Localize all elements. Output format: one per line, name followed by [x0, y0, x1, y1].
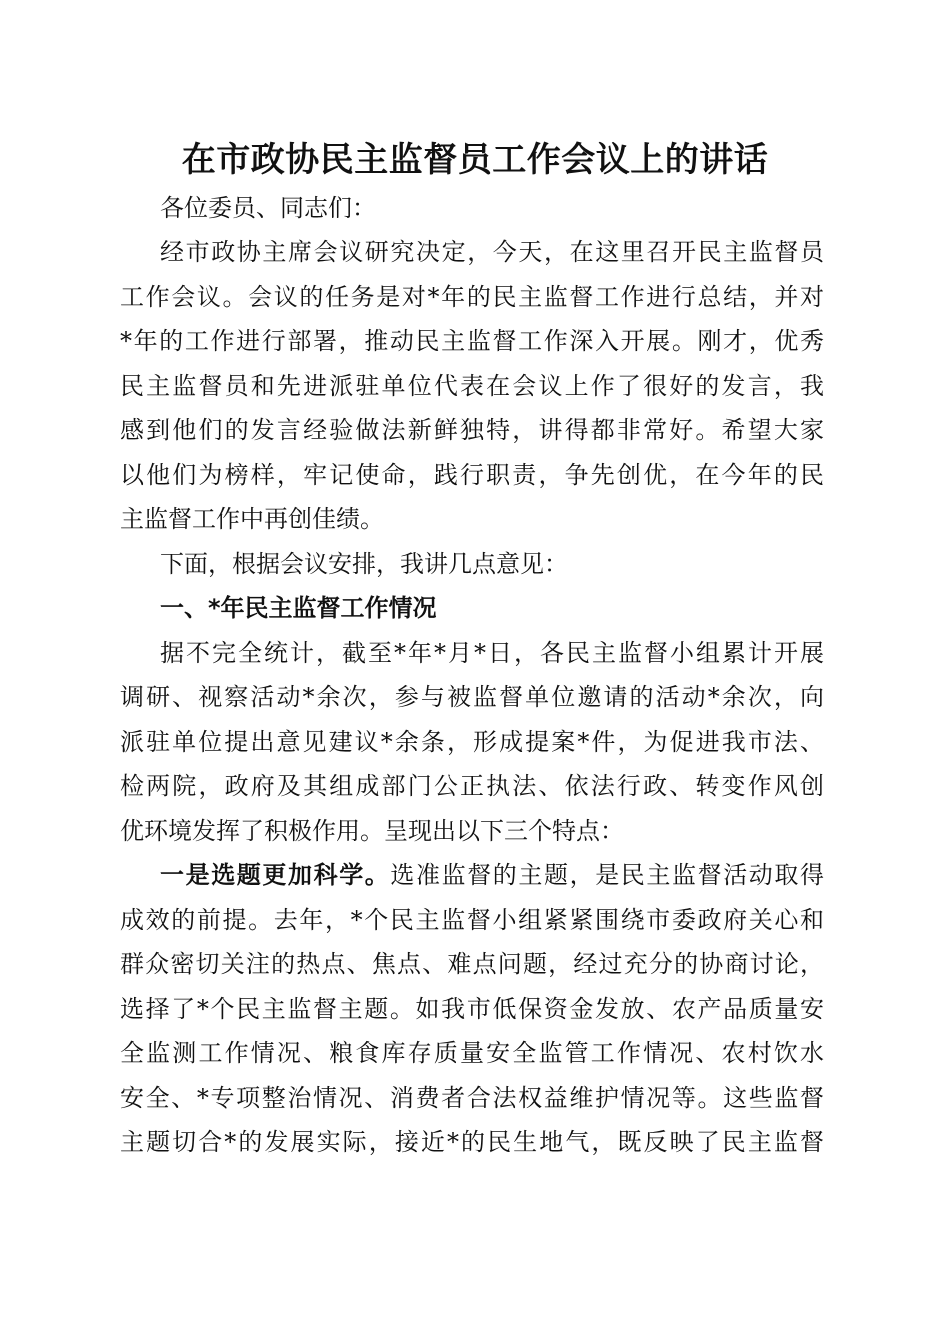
point-text: 选准监督的主题，是民主监督活动取得: [390, 861, 825, 889]
paragraph-line: 安全、*专项整治情况、消费者合法权益维护情况等。这些监督: [120, 1084, 824, 1112]
salutation: 各位委员、同志们：: [160, 194, 376, 222]
paragraph-line: 主题切合*的发展实际，接近*的民生地气，既反映了民主监督: [120, 1128, 824, 1156]
section-heading: 一、*年民主监督工作情况: [160, 594, 437, 622]
paragraph-line: 以他们为榜样，牢记使命，践行职责，争先创优，在今年的民: [120, 461, 824, 489]
paragraph-line: 据不完全统计，截至*年*月*日，各民主监督小组累计开展: [160, 639, 824, 667]
paragraph-line: 检两院，政府及其组成部门公正执法、依法行政、转变作风创: [120, 772, 824, 800]
paragraph-line: 主监督工作中再创佳绩。: [120, 505, 384, 533]
paragraph-line: 经市政协主席会议研究决定，今天，在这里召开民主监督员: [160, 238, 824, 266]
paragraph-line: 群众密切关注的热点、焦点、难点问题，经过充分的协商讨论，: [120, 950, 824, 978]
paragraph-line: *年的工作进行部署，推动民主监督工作深入开展。刚才，优秀: [120, 327, 824, 355]
paragraph-line: 成效的前提。去年，*个民主监督小组紧紧围绕市委政府关心和: [120, 906, 824, 934]
paragraph-line: 工作会议。会议的任务是对*年的民主监督工作进行总结，并对: [120, 283, 824, 311]
paragraph-line: 调研、视察活动*余次，参与被监督单位邀请的活动*余次，向: [120, 683, 824, 711]
paragraph-line: 感到他们的发言经验做法新鲜独特，讲得都非常好。希望大家: [120, 416, 824, 444]
point-lead: 一是选题更加科学。: [160, 860, 391, 889]
paragraph-line: 民主监督员和先进派驻单位代表在会议上作了很好的发言，我: [120, 372, 824, 400]
paragraph-line: 选择了*个民主监督主题。如我市低保资金发放、农产品质量安: [120, 995, 824, 1023]
paragraph-line: 下面，根据会议安排，我讲几点意见：: [160, 550, 568, 578]
document-title: 在市政协民主监督员工作会议上的讲话: [181, 140, 769, 180]
paragraph-line: 派驻单位提出意见建议*余条，形成提案*件，为促进我市法、: [120, 728, 824, 756]
paragraph-line: 全监测工作情况、粮食库存质量安全监管工作情况、农村饮水: [120, 1039, 824, 1067]
paragraph-line: [160, 860, 824, 890]
paragraph-line: 优环境发挥了积极作用。呈现出以下三个特点：: [120, 817, 624, 845]
